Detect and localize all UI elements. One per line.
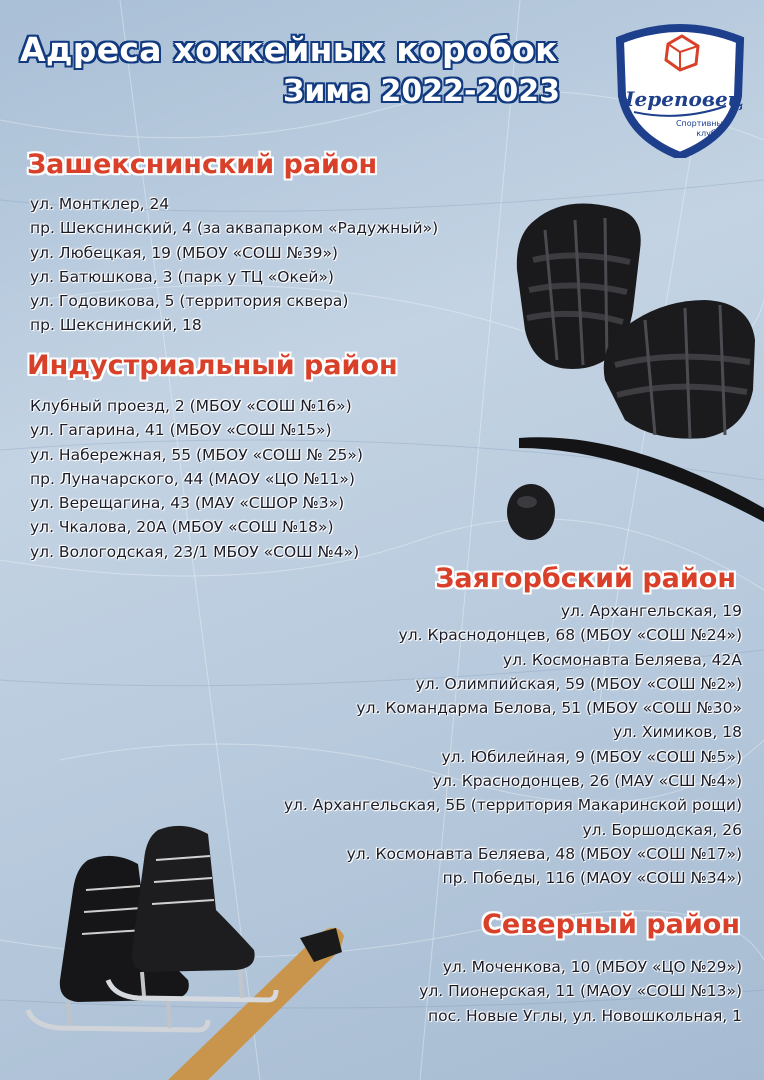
address-item: пр. Луначарского, 44 (МАОУ «ЦО №11») [30, 469, 355, 488]
skates-and-stick-illustration [18, 820, 348, 1080]
address-item: ул. Краснодонцев, 26 (МАУ «СШ №4») [432, 772, 742, 791]
hockey-stick-icon [519, 437, 764, 522]
address-list-zasheksninsky [30, 192, 438, 338]
hockey-puck-icon [507, 484, 555, 540]
address-item: ул. Годовикова, 5 (территория сквера) [30, 292, 349, 311]
logo-wordmark: Череповец [616, 87, 744, 111]
address-item: ул. Краснодонцев, 68 (МБОУ «СОШ №24») [398, 626, 742, 645]
address-item: пр. Победы, 116 (МАОУ «СОШ №34») [442, 869, 742, 888]
address-list-severny [419, 955, 742, 1028]
address-item: ул. Олимпийская, 59 (МБОУ «СОШ №2») [415, 674, 742, 693]
address-item: ул. Командарма Белова, 51 (МБОУ «СОШ №30» [356, 699, 742, 718]
logo-caption-line2: клуб [696, 129, 716, 138]
address-list-industrialny [30, 394, 363, 564]
address-item: пос. Новые Углы, ул. Новошкольная, 1 [428, 1006, 742, 1025]
address-list-zayagorbsky [284, 599, 742, 891]
address-item: Клубный проезд, 2 (МБОУ «СОШ №16») [30, 397, 352, 415]
address-item: ул. Верещагина, 43 (МАУ «СШОР №3») [30, 494, 345, 513]
address-item: ул. Моченкова, 10 (МБОУ «ЦО №29») [442, 958, 742, 976]
address-item: ул. Космонавта Беляева, 48 (МБОУ «СОШ №17») [346, 844, 742, 863]
address-item: ул. Юбилейная, 9 (МБОУ «СОШ №5») [441, 747, 742, 766]
address-item: ул. Архангельская, 19 [560, 602, 742, 620]
club-logo [610, 18, 750, 158]
page-title: Адреса хоккейных коробок [20, 30, 558, 69]
address-item: ул. Любецкая, 19 (МБОУ «СОШ №39») [30, 243, 338, 262]
logo-caption-line1: Спортивный [675, 119, 729, 128]
address-item: ул. Химиков, 18 [613, 723, 742, 742]
address-item: ул. Монтклер, 24 [30, 195, 170, 213]
address-item: ул. Вологодская, 23/1 МБОУ «СОШ №4») [30, 542, 360, 561]
address-item: ул. Боршодская, 26 [582, 820, 742, 839]
district-heading-severny: Северный район [482, 909, 740, 940]
address-item: пр. Шекснинский, 18 [30, 316, 202, 335]
address-item: ул. Батюшкова, 3 (парк у ТЦ «Окей») [30, 267, 334, 286]
address-item: ул. Архангельская, 5Б (территория Макаринской рощи) [283, 796, 742, 815]
district-heading-zayagorbsky: Заягорбский район [435, 563, 736, 594]
page-subtitle: Зима 2022-2023 [283, 74, 560, 109]
address-item: ул. Набережная, 55 (МБОУ «СОШ № 25») [30, 445, 363, 464]
address-item: ул. Чкалова, 20А (МБОУ «СОШ №18») [30, 518, 334, 537]
district-heading-zasheksninsky: Зашекснинский район [27, 149, 378, 180]
district-heading-industrialny: Индустриальный район [27, 350, 398, 381]
hockey-gloves-stick-puck-illustration [505, 190, 764, 550]
address-item: ул. Гагарина, 41 (МБОУ «СОШ №15») [30, 421, 332, 440]
address-item: ул. Пионерская, 11 (МАОУ «СОШ №13») [419, 982, 742, 1001]
address-item: ул. Космонавта Беляева, 42А [502, 650, 742, 669]
address-item: пр. Шекснинский, 4 (за аквапарком «Радужный») [30, 219, 439, 238]
